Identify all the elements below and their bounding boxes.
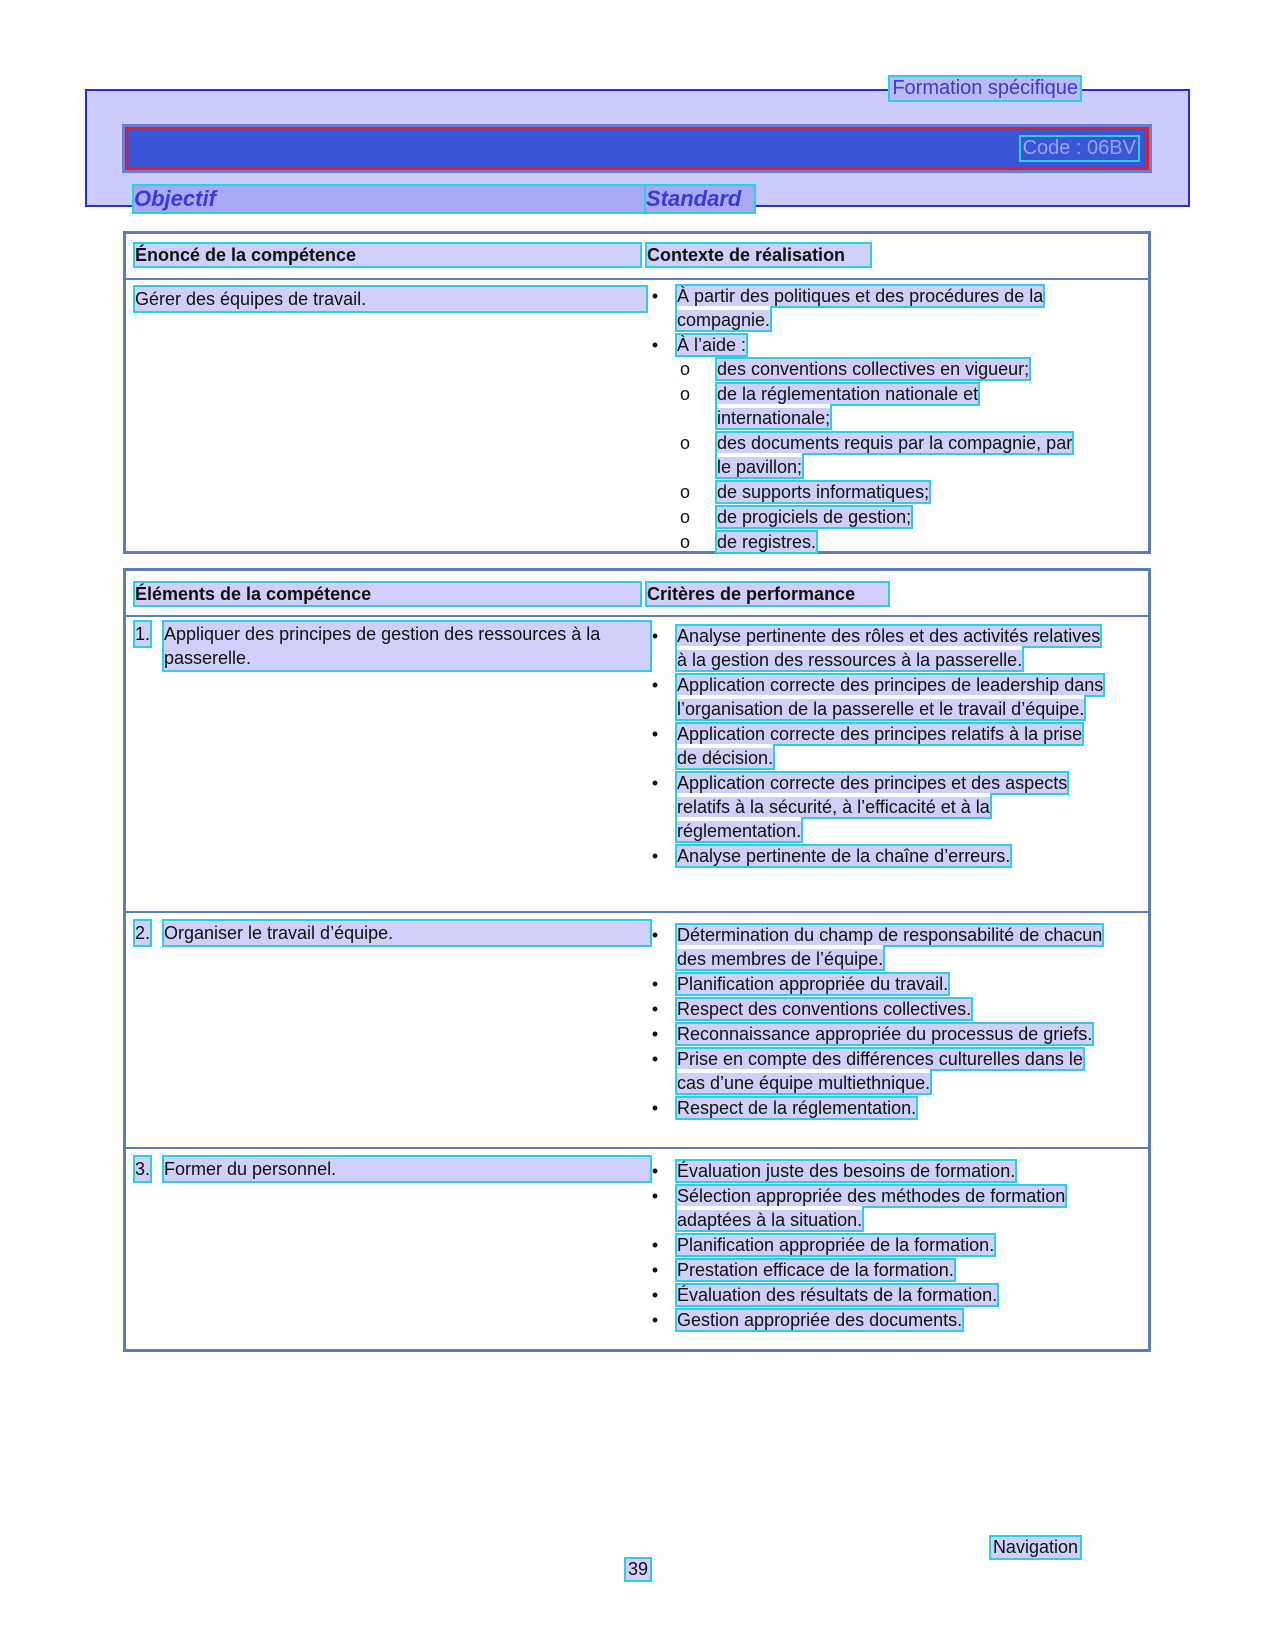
criterion-text: Sélection appropriée des méthodes de formation adaptées à la situation.: [677, 1186, 1066, 1230]
criterion-text: Respect de la réglementation.: [677, 1098, 917, 1118]
context-header: Contexte de réalisation: [647, 244, 870, 266]
context-subitem-text: de progiciels de gestion;: [717, 507, 912, 527]
circle-bullet-icon: o: [679, 433, 690, 453]
list-item: [647, 1184, 1107, 1232]
circle-bullet-icon: o: [679, 359, 690, 379]
program-label: Formation spécifique: [892, 77, 1078, 99]
element-label: Former du personnel.: [164, 1157, 650, 1181]
criterion-text: Analyse pertinente des rôles et des activités relatives à la gestion des ressources à la passerelle.: [677, 626, 1101, 670]
bullet-icon: •: [651, 1049, 659, 1069]
list-item: [677, 530, 1087, 554]
table-row: [126, 617, 1148, 913]
bullet-icon: •: [651, 999, 659, 1019]
list-item: [677, 382, 1087, 430]
list-item: [647, 844, 1107, 868]
competency-code: Code : 06BV: [1022, 137, 1136, 159]
navigation-link[interactable]: Navigation: [992, 1537, 1078, 1557]
context-item-text: À partir des politiques et des procédures de la compagnie.: [677, 286, 1044, 330]
element-number: 1.: [135, 624, 151, 644]
competency-statement: Gérer des équipes de travail.: [135, 287, 646, 311]
objective-heading: Objectif: [134, 186, 644, 212]
table-row: [126, 1149, 1148, 1349]
criterion-text: Application correcte des principes et des aspects relatifs à la sécurité, à l’efficacité et à la réglementation.: [677, 773, 1068, 841]
context-subitem-text: des conventions collectives en vigueur;: [717, 359, 1030, 379]
list-item: [647, 624, 1107, 672]
bullet-icon: •: [651, 1186, 659, 1206]
list-item: [677, 357, 1087, 381]
list-item: [677, 505, 1087, 529]
list-item: [647, 333, 1087, 554]
criterion-text: Reconnaissance appropriée du processus de griefs.: [677, 1024, 1093, 1044]
criterion-text: Application correcte des principes de leadership dans l’organisation de la passerelle et le travail d’équipe.: [677, 675, 1104, 719]
bullet-icon: •: [651, 1161, 659, 1181]
criteria-list: [647, 1159, 1107, 1333]
list-item: [647, 1258, 1107, 1282]
element-label: Organiser le travail d’équipe.: [164, 921, 650, 945]
criterion-text: Planification appropriée de la formation.: [677, 1235, 995, 1255]
list-item: [647, 1047, 1107, 1095]
bullet-icon: •: [651, 974, 659, 994]
bullet-icon: •: [651, 626, 659, 646]
standard-heading: Standard: [646, 186, 754, 212]
list-item: [647, 997, 1107, 1021]
bullet-icon: •: [651, 1285, 659, 1305]
list-item: [647, 1159, 1107, 1183]
table-row: [126, 913, 1148, 1149]
criterion-text: Évaluation juste des besoins de formation.: [677, 1161, 1016, 1181]
bullet-icon: •: [651, 286, 659, 306]
criterion-text: Évaluation des résultats de la formation.: [677, 1285, 998, 1305]
context-subitem-text: de la réglementation nationale et internationale;: [717, 384, 979, 428]
bullet-icon: •: [651, 675, 659, 695]
statement-header: Énoncé de la compétence: [135, 244, 640, 266]
criterion-text: Analyse pertinente de la chaîne d’erreurs.: [677, 846, 1011, 866]
list-item: [647, 923, 1107, 971]
context-list: [647, 284, 1087, 555]
bullet-icon: •: [651, 773, 659, 793]
list-item: [647, 1283, 1107, 1307]
criteria-list: [647, 923, 1107, 1121]
criterion-text: Prise en compte des différences culturelles dans le cas d’une équipe multiethnique.: [677, 1049, 1083, 1093]
list-item: [647, 1233, 1107, 1257]
element-number: 3.: [135, 1159, 151, 1179]
element-number: 2.: [135, 923, 151, 943]
list-item: [647, 1096, 1107, 1120]
table-header-row: [126, 571, 1148, 617]
code-bar: [125, 127, 1149, 170]
context-subitem-text: de supports informatiques;: [717, 482, 930, 502]
context-sublist: [677, 357, 1087, 554]
bullet-icon: •: [651, 846, 659, 866]
bullet-icon: •: [651, 925, 659, 945]
table-header-row: [126, 234, 1148, 280]
criterion-text: Respect des conventions collectives.: [677, 999, 972, 1019]
list-item: [647, 1022, 1107, 1046]
elements-header: Éléments de la compétence: [135, 583, 640, 605]
element-label: Appliquer des principes de gestion des ressources à la passerelle.: [164, 622, 650, 670]
context-item-text: À l’aide :: [677, 335, 747, 355]
bullet-icon: •: [651, 1098, 659, 1118]
bullet-icon: •: [651, 1310, 659, 1330]
list-item: [647, 284, 1087, 332]
list-item: [677, 431, 1087, 479]
bullet-icon: •: [651, 335, 659, 355]
circle-bullet-icon: o: [679, 507, 690, 527]
circle-bullet-icon: o: [679, 384, 690, 404]
list-item: [677, 480, 1087, 504]
criterion-text: Gestion appropriée des documents.: [677, 1310, 963, 1330]
list-item: [647, 722, 1107, 770]
context-subitem-text: des documents requis par la compagnie, par le pavillon;: [717, 433, 1073, 477]
criterion-text: Prestation efficace de la formation.: [677, 1260, 954, 1280]
context-subitem-text: de registres.: [717, 532, 817, 552]
list-item: [647, 771, 1107, 843]
bullet-icon: •: [651, 1024, 659, 1044]
list-item: [647, 972, 1107, 996]
circle-bullet-icon: o: [679, 532, 690, 552]
criterion-text: Détermination du champ de responsabilité de chacun des membres de l’équipe.: [677, 925, 1103, 969]
criterion-text: Application correcte des principes relatifs à la prise de décision.: [677, 724, 1083, 768]
criteria-list: [647, 624, 1107, 869]
bullet-icon: •: [651, 1235, 659, 1255]
bullet-icon: •: [651, 724, 659, 744]
list-item: [647, 673, 1107, 721]
circle-bullet-icon: o: [679, 482, 690, 502]
list-item: [647, 1308, 1107, 1332]
criterion-text: Planification appropriée du travail.: [677, 974, 949, 994]
page-number: 39: [628, 1559, 649, 1579]
competency-statement-table: [123, 231, 1151, 554]
criteria-header: Critères de performance: [647, 583, 888, 605]
bullet-icon: •: [651, 1260, 659, 1280]
competency-elements-table: [123, 568, 1151, 1352]
